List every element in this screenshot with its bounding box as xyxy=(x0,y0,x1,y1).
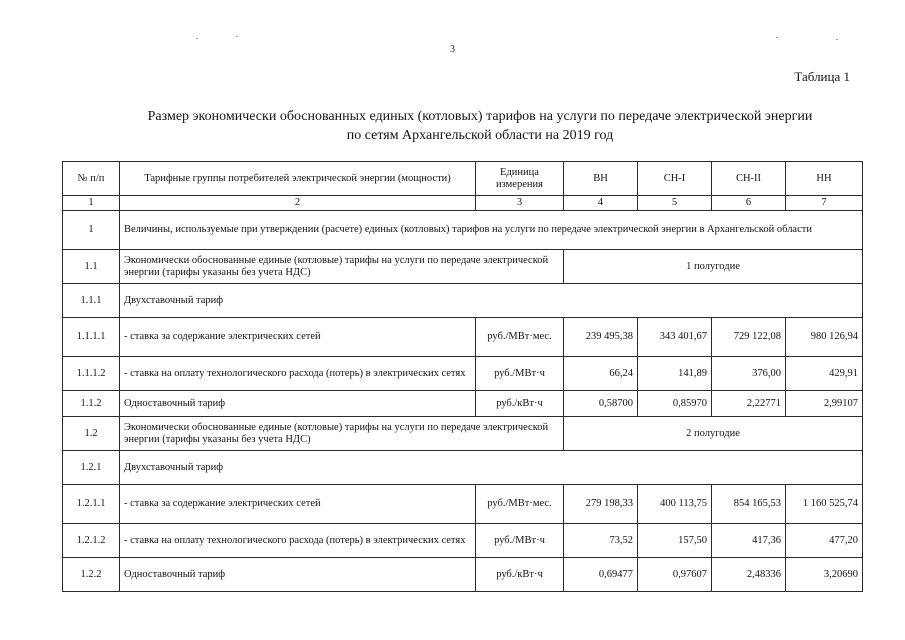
value-vn: 239 495,38 xyxy=(564,318,638,357)
table-row xyxy=(63,524,863,558)
value-sn1: 343 401,67 xyxy=(638,318,712,357)
value-sn2: 729 122,08 xyxy=(712,318,786,357)
header-unit: Единица измерения xyxy=(476,162,564,196)
row-number: 1.2.1.1 xyxy=(63,485,120,524)
value-sn1: 0,97607 xyxy=(638,558,712,592)
row-number: 1.2.1 xyxy=(63,451,120,485)
value-vn: 0,69477 xyxy=(564,558,638,592)
scan-speck xyxy=(836,39,838,40)
row-number: 1.1 xyxy=(63,250,120,284)
value-nn: 2,99107 xyxy=(786,391,863,417)
table-caption: Таблица 1 xyxy=(794,69,850,84)
column-number: 3 xyxy=(476,196,564,211)
row-description: - ставка на оплату технологического расхода (потерь) в электрических сетях xyxy=(120,357,476,391)
subsection-text: Экономически обоснованные единые (котловые) тарифы на услуги по передаче электрической энергии (тарифы указаны без учета НДС) xyxy=(120,417,564,451)
value-nn: 3,20690 xyxy=(786,558,863,592)
row-description: - ставка за содержание электрических сетей xyxy=(120,318,476,357)
table-row xyxy=(63,318,863,357)
column-number: 7 xyxy=(786,196,863,211)
row-unit: руб./МВт·ч xyxy=(476,524,564,558)
row-unit: руб./кВт·ч xyxy=(476,391,564,417)
group-text: Двухставочный тариф xyxy=(120,451,863,485)
table-row xyxy=(63,391,863,417)
row-unit: руб./МВт·мес. xyxy=(476,318,564,357)
period-label: 1 полугодие xyxy=(564,250,863,284)
value-sn1: 141,89 xyxy=(638,357,712,391)
value-nn: 1 160 525,74 xyxy=(786,485,863,524)
value-sn1: 0,85970 xyxy=(638,391,712,417)
title-line-2: по сетям Архангельской области на 2019 год xyxy=(346,128,614,143)
table-row xyxy=(63,357,863,391)
header-num: № п/п xyxy=(63,162,120,196)
row-description: - ставка за содержание электрических сетей xyxy=(120,485,476,524)
row-number: 1.2.1.2 xyxy=(63,524,120,558)
header-sn1: СН-I xyxy=(638,162,712,196)
column-number: 2 xyxy=(120,196,476,211)
column-number: 4 xyxy=(564,196,638,211)
row-number: 1.1.1 xyxy=(63,284,120,318)
value-sn2: 417,36 xyxy=(712,524,786,558)
group-text: Двухставочный тариф xyxy=(120,284,863,318)
column-number-row xyxy=(63,196,863,211)
row-number: 1 xyxy=(63,211,120,250)
section-text: Величины, используемые при утверждении (расчете) единых (котловых) тарифов на услуги по передаче электрической энергии в Архангельской области xyxy=(120,211,863,250)
table-row xyxy=(63,485,863,524)
column-number: 6 xyxy=(712,196,786,211)
scan-speck xyxy=(776,37,778,38)
row-unit: руб./кВт·ч xyxy=(476,558,564,592)
title-line-1: Размер экономически обоснованных единых (котловых) тарифов на услуги по передаче электрической энергии xyxy=(147,109,813,124)
row-description: Одноставочный тариф xyxy=(120,558,476,592)
subsection-text: Экономически обоснованные единые (котловые) тарифы на услуги по передаче электрической энергии (тарифы указаны без учета НДС) xyxy=(120,250,564,284)
row-description: - ставка на оплату технологического расхода (потерь) в электрических сетях xyxy=(120,524,476,558)
group-row xyxy=(63,451,863,485)
tariff-table xyxy=(62,161,863,592)
value-vn: 279 198,33 xyxy=(564,485,638,524)
header-nn: НН xyxy=(786,162,863,196)
row-number: 1.2 xyxy=(63,417,120,451)
value-sn1: 400 113,75 xyxy=(638,485,712,524)
value-sn2: 854 165,53 xyxy=(712,485,786,524)
column-number: 5 xyxy=(638,196,712,211)
document-title xyxy=(60,107,900,145)
header-sn2: СН-II xyxy=(712,162,786,196)
column-number: 1 xyxy=(63,196,120,211)
value-sn2: 2,22771 xyxy=(712,391,786,417)
section-row xyxy=(63,211,863,250)
group-row xyxy=(63,284,863,318)
scan-speck xyxy=(236,36,238,37)
row-number: 1.1.1.2 xyxy=(63,357,120,391)
table-row xyxy=(63,558,863,592)
row-unit: руб./МВт·мес. xyxy=(476,485,564,524)
period-label: 2 полугодие xyxy=(564,417,863,451)
value-nn: 429,91 xyxy=(786,357,863,391)
row-number: 1.1.1.1 xyxy=(63,318,120,357)
value-sn2: 376,00 xyxy=(712,357,786,391)
value-sn1: 157,50 xyxy=(638,524,712,558)
header-group: Тарифные группы потребителей электрической энергии (мощности) xyxy=(120,162,476,196)
value-vn: 66,24 xyxy=(564,357,638,391)
value-sn2: 2,48336 xyxy=(712,558,786,592)
value-nn: 980 126,94 xyxy=(786,318,863,357)
subsection-row xyxy=(63,250,863,284)
page-number: 3 xyxy=(450,44,455,55)
subsection-row xyxy=(63,417,863,451)
value-nn: 477,20 xyxy=(786,524,863,558)
row-number: 1.2.2 xyxy=(63,558,120,592)
row-description: Одноставочный тариф xyxy=(120,391,476,417)
header-vn: ВН xyxy=(564,162,638,196)
scan-speck xyxy=(196,38,198,39)
value-vn: 73,52 xyxy=(564,524,638,558)
row-unit: руб./МВт·ч xyxy=(476,357,564,391)
row-number: 1.1.2 xyxy=(63,391,120,417)
header-row xyxy=(63,162,863,196)
value-vn: 0,58700 xyxy=(564,391,638,417)
